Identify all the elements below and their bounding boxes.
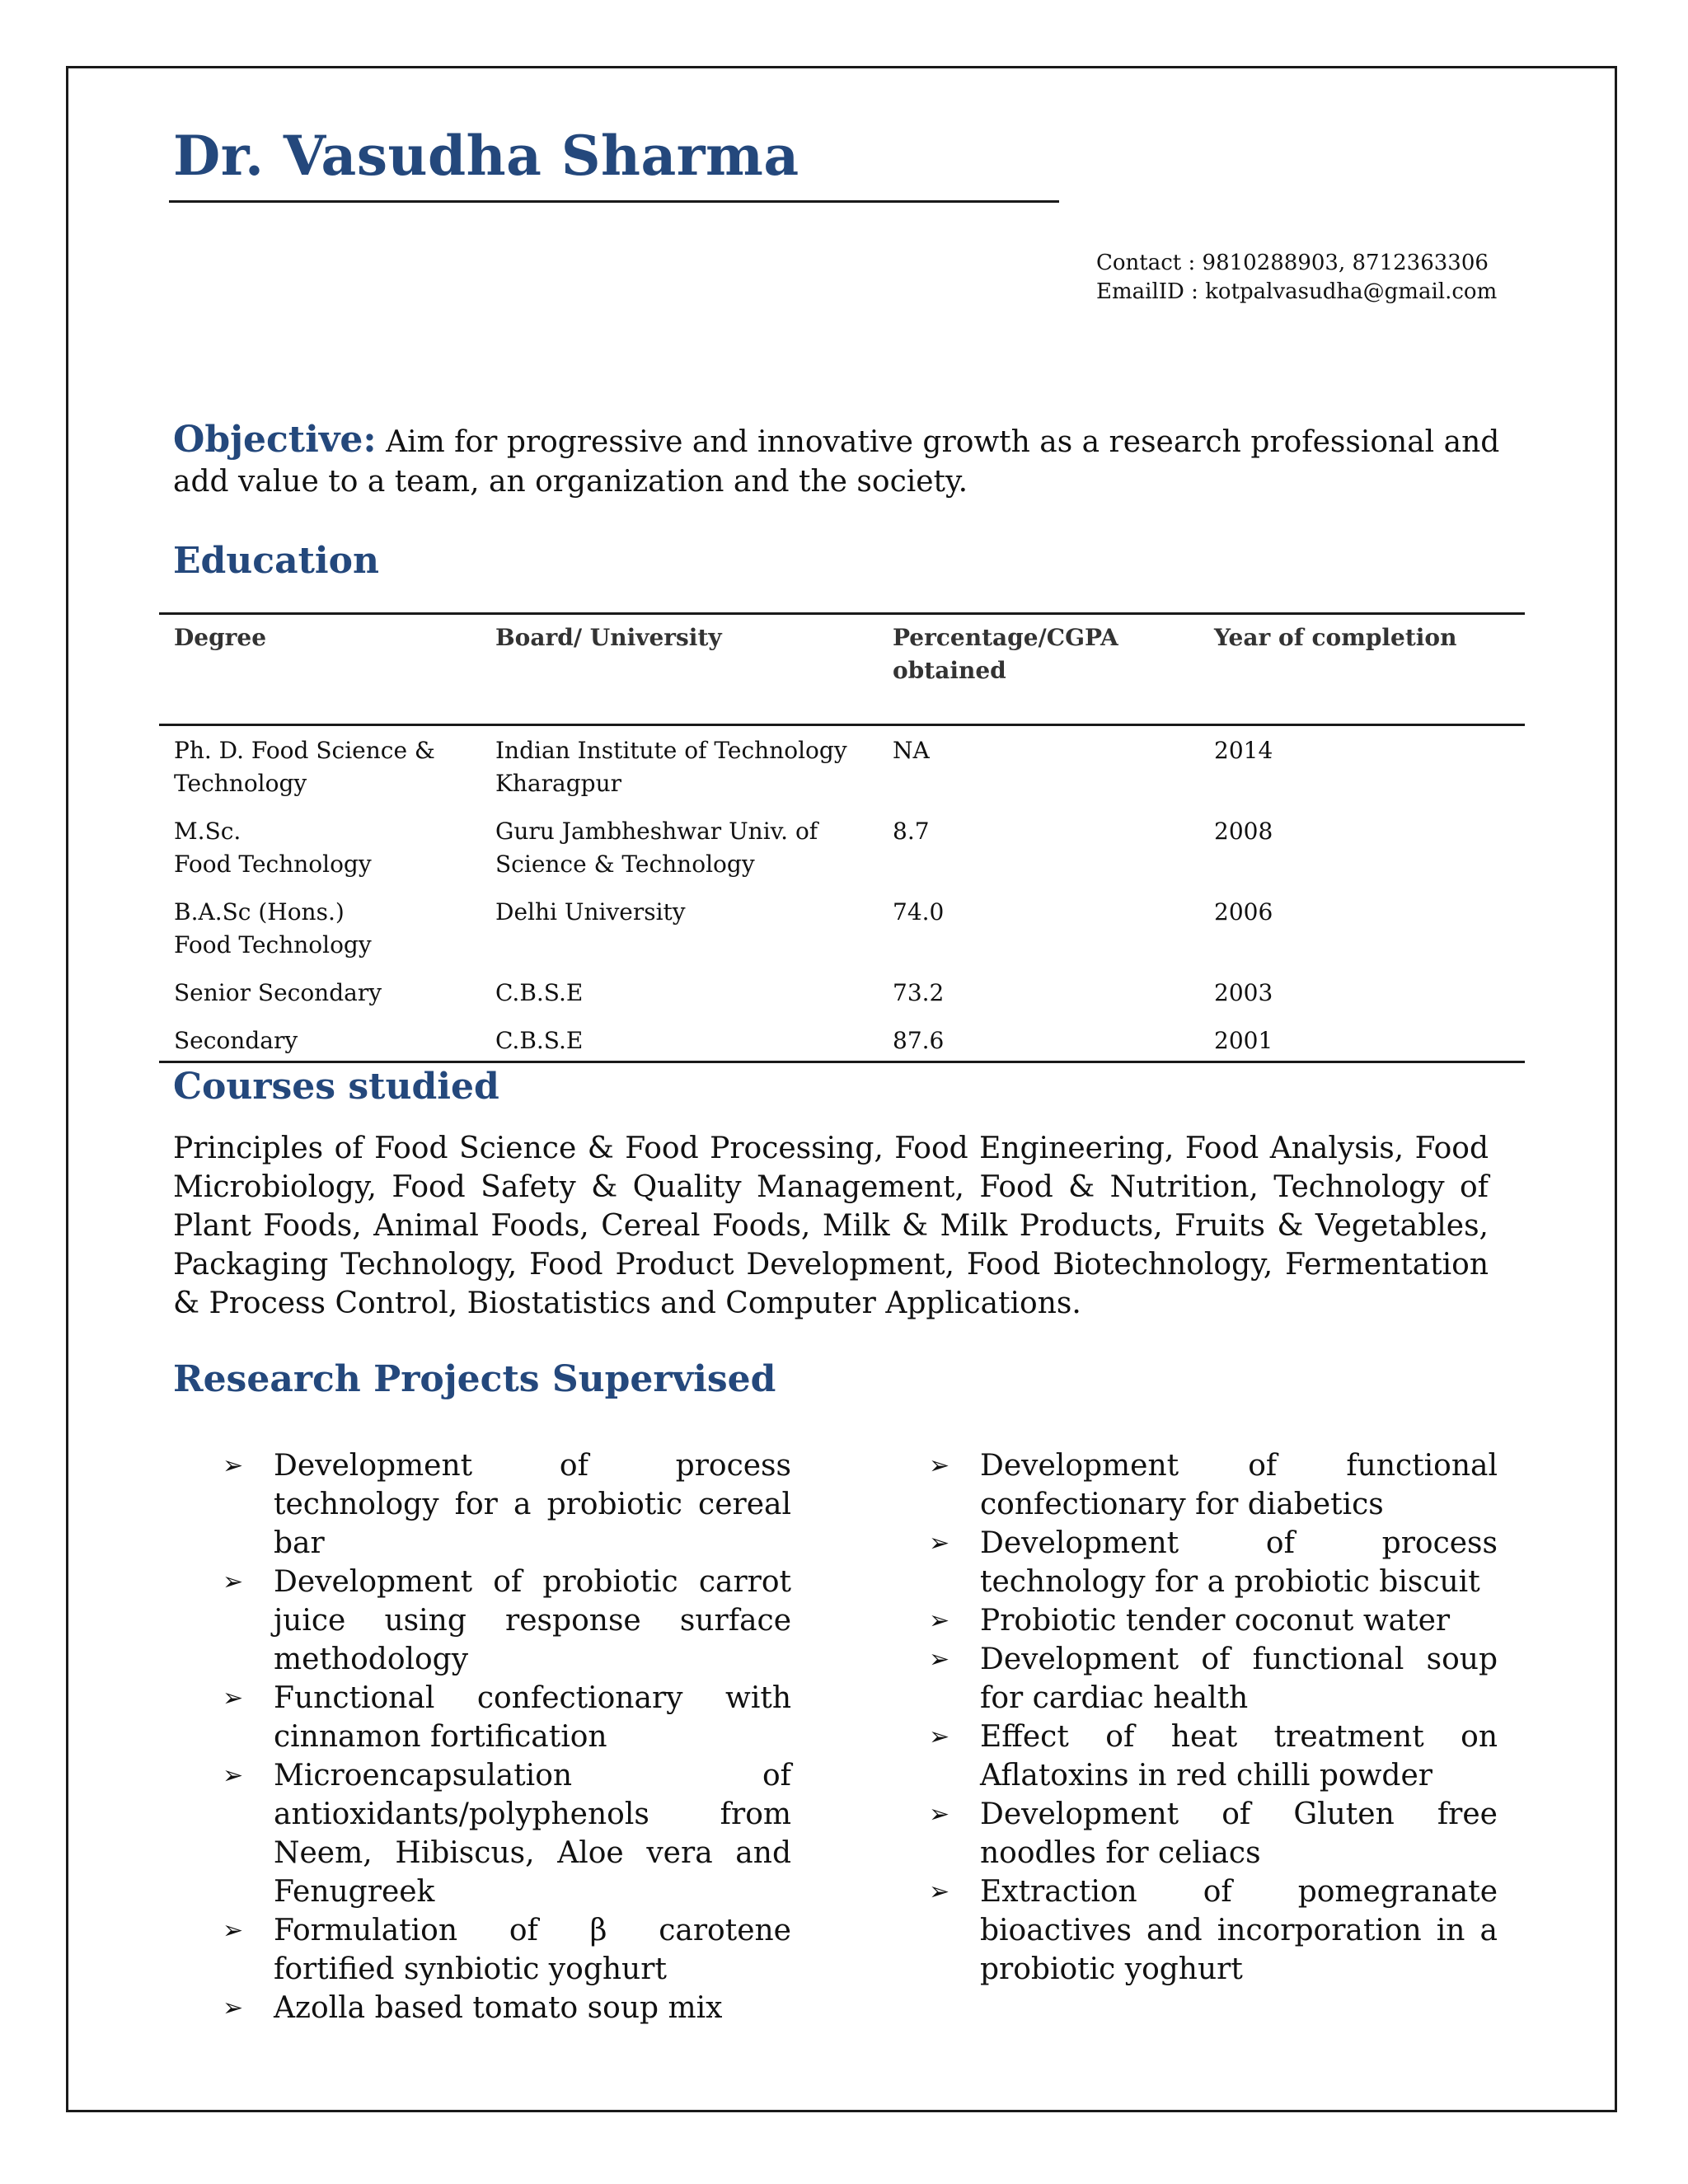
education-row (159, 807, 1525, 888)
header-university: Board/ University (481, 614, 878, 725)
project-text: Development of process technology for a probiotic biscuit (980, 1526, 1498, 1599)
objective-text: Aim for progressive and innovative growth as a research professional and add value to a team, an organization and the society. (173, 425, 1500, 499)
arrow-bullet-icon: ➢ (929, 1529, 950, 1558)
project-item (929, 1601, 1498, 1640)
project-item (223, 1446, 791, 1563)
cell-year: 2014 (1214, 737, 1273, 764)
contact-phone: Contact : 9810288903, 8712363306 (1096, 251, 1489, 275)
cell-year: 2001 (1199, 1016, 1525, 1062)
project-text: Extraction of pomegranate bioactives and incorporation in a probiotic yoghurt (980, 1875, 1498, 1986)
project-text: Development of process technology for a probiotic cereal bar (274, 1449, 791, 1560)
name-underline (169, 200, 1059, 203)
contact-email: EmailID : kotpalvasudha@gmail.com (1096, 279, 1498, 304)
arrow-bullet-icon: ➢ (223, 1761, 244, 1790)
arrow-bullet-icon: ➢ (929, 1800, 950, 1829)
project-item (929, 1524, 1498, 1601)
arrow-bullet-icon: ➢ (929, 1722, 950, 1751)
cell-percentage: 73.2 (893, 979, 945, 1006)
courses-title: Courses studied (173, 1066, 499, 1108)
project-text: Formulation of β carotene fortified synbiotic yoghurt (274, 1914, 791, 1986)
cell-degree: Secondary (159, 1016, 481, 1062)
header-year: Year of completion (1199, 614, 1525, 725)
projects-right-list (929, 1446, 1498, 1989)
arrow-bullet-icon: ➢ (929, 1451, 950, 1480)
cell-percentage: NA (893, 737, 930, 764)
education-row (159, 725, 1525, 808)
objective-section (173, 420, 1508, 502)
project-item (223, 1756, 791, 1911)
cell-university: C.B.S.E (495, 979, 584, 1006)
cell-degree: Senior Secondary (174, 979, 382, 1006)
project-item (929, 1718, 1498, 1795)
cell-university: Guru Jambheshwar Univ. of Science & Technology (495, 818, 818, 878)
project-item (929, 1872, 1498, 1989)
cell-percentage: 8.7 (893, 818, 930, 845)
objective-label: Objective: (173, 419, 377, 461)
cell-degree: Ph. D. Food Science & Technology (174, 737, 435, 797)
project-item (929, 1446, 1498, 1524)
cell-percentage: 87.6 (878, 1016, 1199, 1062)
courses-text: Principles of Food Science & Food Processing, Food Engineering, Food Analysis, Food Microbiology, Food Safety & Quality Management, Food & Nutrition, Technology of Plant Foods, Animal Foods, Cereal Foods, Milk & Milk Products, Fruits & Vegetables, Packaging Technology, Food Product Development, Food Biotechnology, Fermentation & Process Control, Biostatistics and Computer Applications. (173, 1132, 1489, 1320)
education-header-row (159, 614, 1525, 725)
project-text: Effect of heat treatment on Aflatoxins in red chilli powder (980, 1720, 1498, 1793)
project-item (223, 1679, 791, 1756)
cell-university: Indian Institute of Technology Kharagpur (495, 737, 847, 797)
project-text: Functional confectionary with cinnamon fortification (274, 1681, 791, 1754)
arrow-bullet-icon: ➢ (223, 1916, 244, 1945)
arrow-bullet-icon: ➢ (223, 1684, 244, 1713)
arrow-bullet-icon: ➢ (223, 1451, 244, 1480)
cell-university: Delhi University (495, 898, 686, 926)
education-row (159, 1016, 1525, 1062)
contact-block (1096, 249, 1497, 307)
project-item (929, 1640, 1498, 1718)
arrow-bullet-icon: ➢ (929, 1606, 950, 1635)
education-table (159, 612, 1525, 1063)
arrow-bullet-icon: ➢ (223, 1568, 244, 1596)
projects-left-list (223, 1446, 791, 2027)
project-text: Microencapsulation of antioxidants/polyphenols from Neem, Hibiscus, Aloe vera and Fenugreek (274, 1759, 791, 1909)
arrow-bullet-icon: ➢ (929, 1877, 950, 1906)
cell-year: 2003 (1214, 979, 1273, 1006)
header-percentage: Percentage/CGPA obtained (878, 614, 1199, 725)
education-title: Education (173, 540, 379, 582)
project-item (223, 1911, 791, 1989)
arrow-bullet-icon: ➢ (223, 1994, 244, 2022)
header-degree: Degree (159, 614, 481, 725)
project-text: Development of Gluten free noodles for celiacs (980, 1797, 1498, 1870)
project-text: Development of probiotic carrot juice using response surface methodology (274, 1565, 791, 1676)
candidate-name: Dr. Vasudha Sharma (173, 124, 799, 188)
projects-title: Research Projects Supervised (173, 1358, 776, 1400)
project-item (929, 1795, 1498, 1872)
project-item (223, 1563, 791, 1679)
cell-degree: B.A.Sc (Hons.) Food Technology (174, 898, 372, 958)
project-text: Azolla based tomato soup mix (274, 1991, 723, 2025)
arrow-bullet-icon: ➢ (929, 1645, 950, 1674)
cell-university: C.B.S.E (481, 1016, 878, 1062)
cell-percentage: 74.0 (893, 898, 945, 926)
project-text: Development of functional soup for cardiac health (980, 1643, 1498, 1715)
project-item (223, 1989, 791, 2027)
cell-degree: M.Sc. Food Technology (174, 818, 372, 878)
cell-year: 2008 (1214, 818, 1273, 845)
project-text: Probiotic tender coconut water (980, 1604, 1451, 1638)
education-row (159, 968, 1525, 1016)
project-text: Development of functional confectionary for diabetics (980, 1449, 1498, 1521)
education-rows (159, 725, 1525, 1062)
cell-year: 2006 (1214, 898, 1273, 926)
education-row (159, 888, 1525, 968)
